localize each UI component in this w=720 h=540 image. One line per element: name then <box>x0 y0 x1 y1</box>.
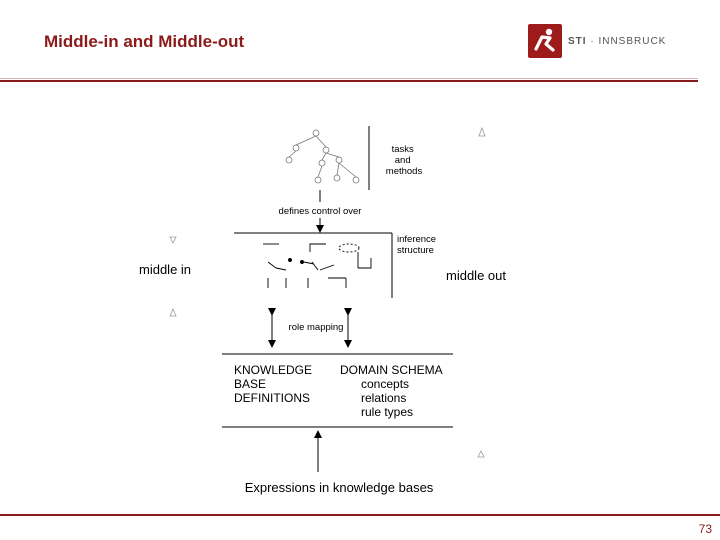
domain-schema-item-relations: relations <box>361 391 407 405</box>
knowledge-base-line-1: KNOWLEDGE <box>234 363 313 377</box>
tasks-methods-label: tasks and methods <box>385 144 423 177</box>
domain-schema-title: DOMAIN SCHEMA <box>340 363 443 377</box>
knowledge-base-line-2: BASE <box>234 377 267 391</box>
defines-control-over-label: defines control over <box>278 206 362 217</box>
middle-in-label: middle in <box>139 262 192 277</box>
task-method-tree <box>286 130 359 183</box>
footer-rule <box>0 514 720 516</box>
middle-out-label: middle out <box>446 268 506 283</box>
faint-markers <box>170 128 485 457</box>
role-mapping-label: role mapping <box>288 322 344 333</box>
inference-structure-label: inference structure <box>397 234 437 256</box>
slide-title: Middle-in and Middle-out <box>44 32 245 51</box>
domain-schema-item-rule-types: rule types <box>361 405 414 419</box>
domain-schema-item-concepts: concepts <box>361 377 410 391</box>
page-number: 73 <box>698 522 712 536</box>
expressions-label: Expressions in knowledge bases <box>244 480 434 495</box>
knowledge-base-line-3: DEFINITIONS <box>234 391 311 405</box>
sti-logo-text: STI · INNSBRUCK <box>568 36 667 47</box>
inference-structure-sketch <box>263 244 371 288</box>
